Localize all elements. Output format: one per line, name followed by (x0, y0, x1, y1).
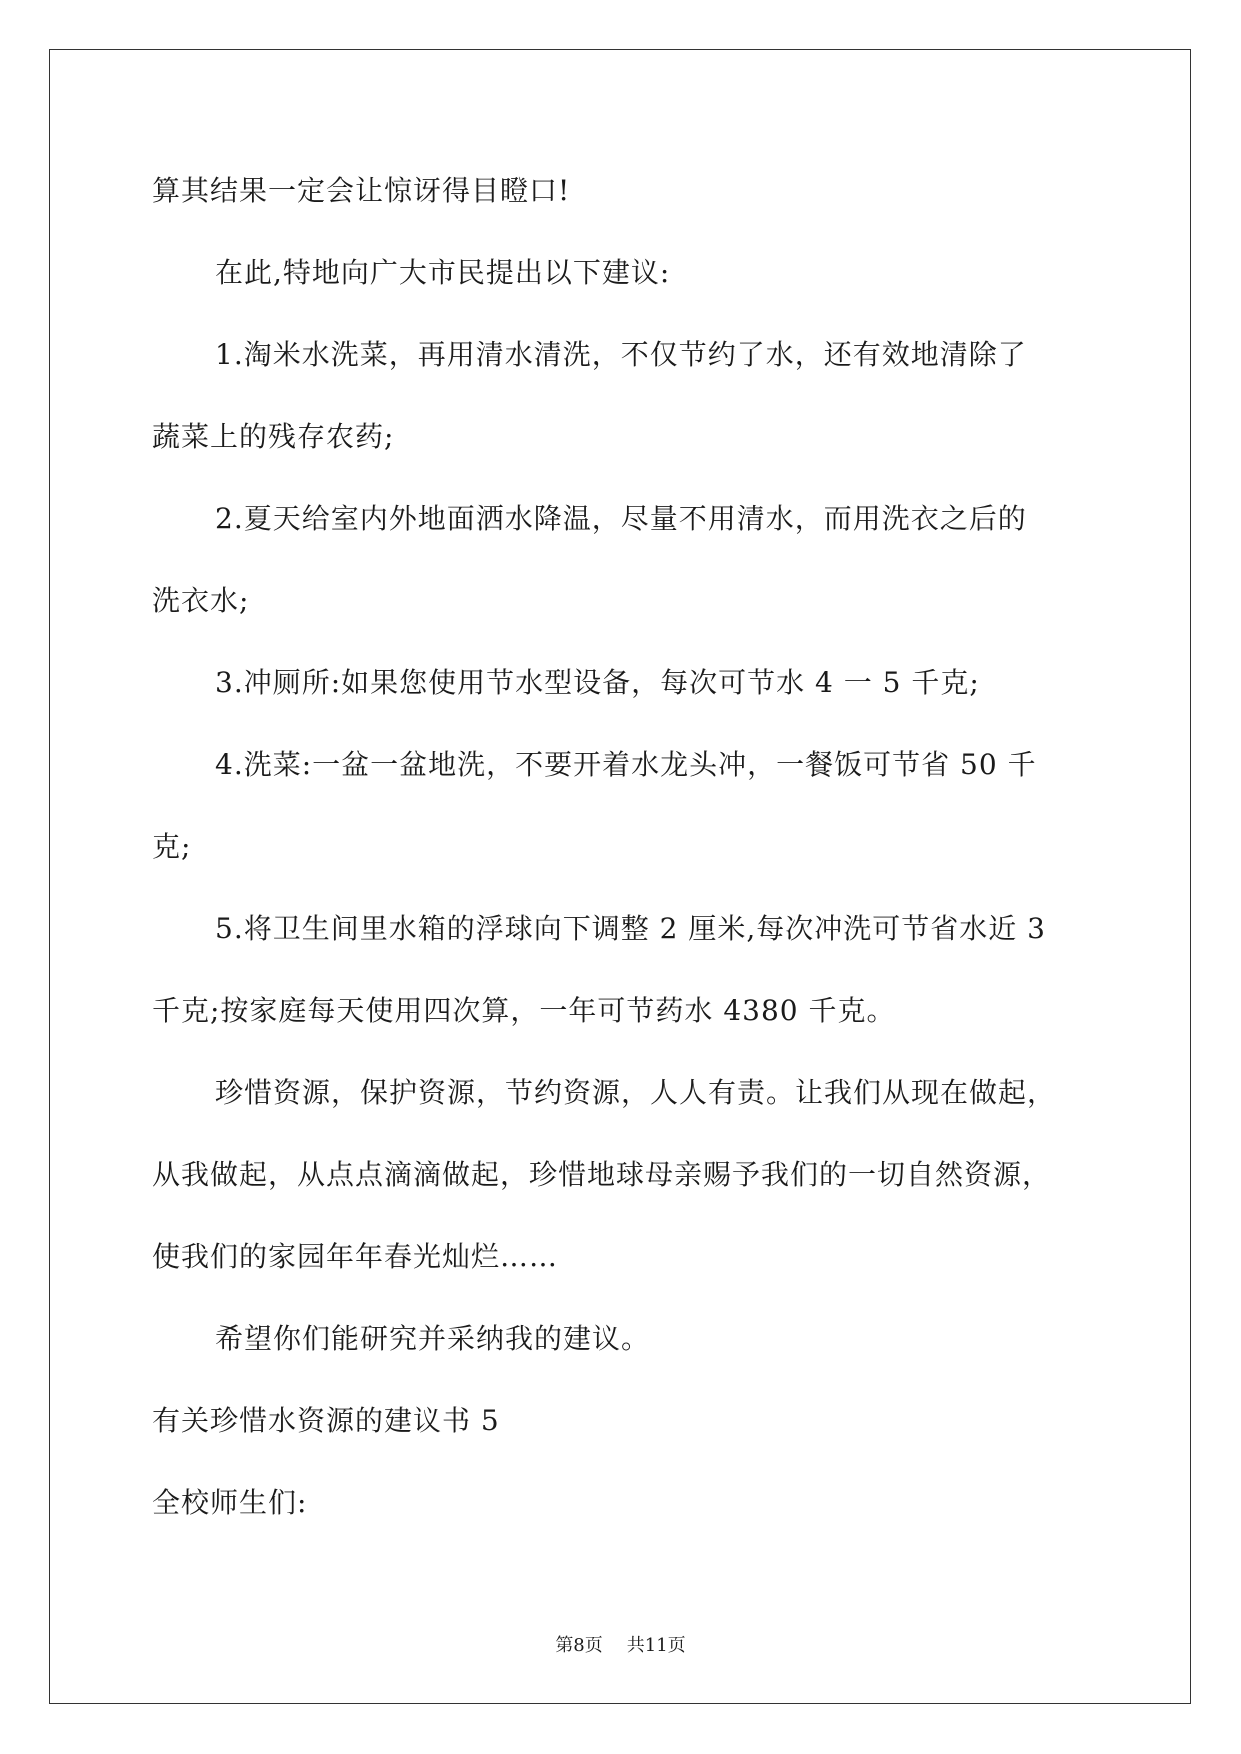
text-line: 3.冲厕所:如果您使用节水型设备，每次可节水 4 一 5 千克; (215, 666, 980, 699)
page-number: 第8页 (555, 1635, 603, 1656)
salutation: 全校师生们: (152, 1486, 308, 1519)
text-line: 克; (152, 830, 192, 863)
page-total: 共11页 (626, 1635, 686, 1656)
text-line: 蔬菜上的残存农药; (152, 420, 395, 453)
text-line: 4.洗菜:一盆一盆地洗，不要开着水龙头冲，一餐饭可节省 50 千 (215, 748, 1037, 781)
text-line: 1.淘米水洗菜，再用清水清洗，不仅节约了水，还有效地清除了 (215, 338, 1027, 371)
text-line: 在此,特地向广大市民提出以下建议: (215, 256, 671, 289)
text-line: 希望你们能研究并采纳我的建议。 (215, 1322, 651, 1355)
document-body (152, 150, 1092, 1544)
text-line: 千克;按家庭每天使用四次算，一年可节药水 4380 千克。 (152, 994, 896, 1027)
text-line: 2.夏天给室内外地面洒水降温，尽量不用清水，而用洗衣之后的 (215, 502, 1027, 535)
text-line: 珍惜资源，保护资源，节约资源，人人有责。让我们从现在做起， (215, 1076, 1057, 1109)
text-line: 使我们的家园年年春光灿烂…… (152, 1240, 559, 1273)
text-line: 5.将卫生间里水箱的浮球向下调整 2 厘米,每次冲洗可节省水近 3 (215, 912, 1046, 945)
page-footer (0, 1634, 1241, 1658)
section-heading: 有关珍惜水资源的建议书 5 (152, 1404, 500, 1437)
text-line: 从我做起，从点点滴滴做起，珍惜地球母亲赐予我们的一切自然资源， (152, 1158, 1052, 1191)
text-line: 洗衣水; (152, 584, 250, 617)
text-line: 算其结果一定会让惊讶得目瞪口! (152, 174, 571, 207)
